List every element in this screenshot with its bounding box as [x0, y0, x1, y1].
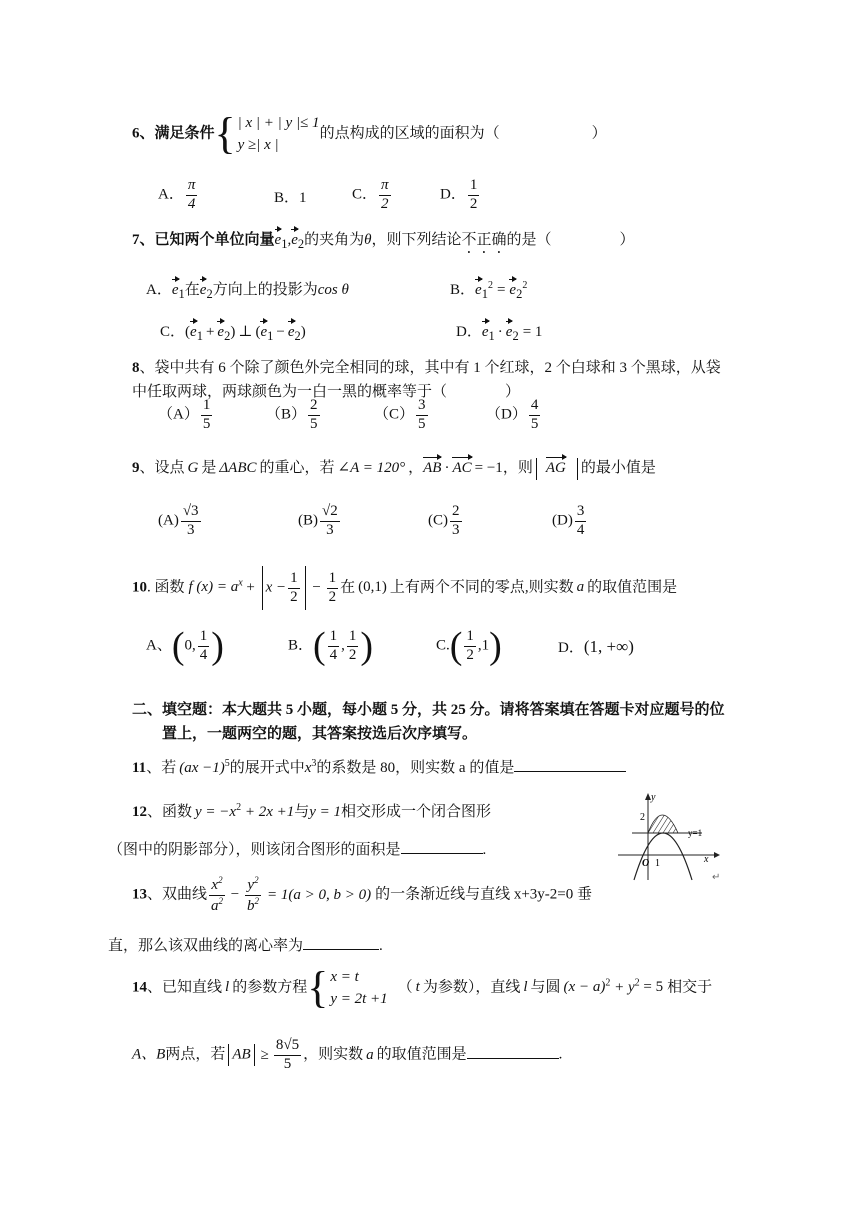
q6-option-c — [352, 178, 393, 213]
x-arrow-icon — [714, 852, 720, 858]
numerator: √2 — [320, 504, 340, 522]
denominator: 4 — [329, 646, 338, 663]
comma: , — [287, 232, 292, 248]
subscript: 1 — [267, 329, 274, 343]
question-number: 11 — [132, 760, 147, 776]
q7-option-b — [450, 278, 527, 302]
vector-e2: e — [509, 282, 517, 298]
superscript: 2 — [605, 977, 611, 989]
question-10 — [132, 566, 677, 610]
subscript: 2 — [224, 329, 231, 343]
vector-e1: e — [190, 324, 197, 340]
parameter-t: t — [415, 979, 420, 996]
question-text: 的系数是 80，则实数 a 的值是 — [316, 760, 515, 776]
question-13-line-2 — [108, 934, 383, 955]
q9-option-b — [298, 504, 342, 539]
q7-option-a — [146, 278, 349, 302]
q10-option-b: B．( $\frac{1}{4}$ , $\frac{1}{2}$ ) — [288, 625, 374, 667]
subscript: 2 — [512, 329, 519, 343]
denominator: a — [211, 897, 219, 914]
question-9 — [132, 456, 656, 480]
question-text: 、满足条件 — [139, 125, 215, 142]
vector-ac: AC — [452, 460, 472, 476]
option-text: 方向上的投影为 — [212, 282, 318, 298]
perpendicular: ⊥ — [238, 324, 253, 340]
denominator: 2 — [469, 195, 478, 212]
numerator: 3 — [575, 504, 587, 522]
hatch-pattern — [648, 814, 685, 833]
question-text: 的最小值是 — [580, 460, 656, 476]
superscript: x — [238, 577, 243, 589]
numerator: 1 — [347, 629, 359, 647]
question-8-line-1 — [132, 356, 721, 377]
question-text: 为参数），直线 — [422, 979, 521, 996]
option-label: (D) — [552, 512, 573, 529]
option-label: （B） — [266, 406, 307, 423]
vector-ab: AB — [423, 460, 442, 476]
x-minus: x − — [265, 579, 287, 596]
numerator: 1 — [468, 178, 480, 196]
question-text: ，则 — [502, 460, 533, 476]
expression: (ax −1) — [179, 760, 225, 776]
emphasis-text: 不正确 — [461, 232, 507, 248]
origin-label: O — [642, 858, 650, 869]
condition-system — [238, 112, 320, 156]
q6-option-a — [158, 178, 199, 213]
numerator: 8√5 — [274, 1038, 301, 1056]
numerator: π — [379, 178, 391, 196]
minus: − — [276, 324, 285, 340]
subscript: 1 — [481, 287, 488, 301]
question-number: 8 — [132, 360, 140, 376]
superscript: 2 — [254, 895, 259, 906]
minus: − — [308, 579, 325, 596]
numerator: π — [186, 178, 198, 196]
answer-paren: ） — [591, 125, 607, 142]
question-text: 是 — [201, 460, 217, 476]
question-number: 6 — [132, 125, 140, 142]
superscript: 2 — [218, 895, 224, 906]
answer-blank[interactable] — [514, 771, 626, 772]
superscript: 2 — [254, 875, 259, 885]
line-label: y=1 — [688, 828, 703, 838]
superscript: 5 — [224, 758, 230, 769]
option-label: （A） — [158, 406, 199, 423]
numerator: 2 — [450, 504, 462, 522]
q8-option-b — [266, 398, 322, 433]
question-13 — [132, 876, 592, 915]
q8-option-d — [486, 398, 542, 433]
vector-ag: AG — [545, 460, 566, 476]
expression: + 2x +1 — [241, 804, 295, 820]
option-label: （D） — [486, 406, 527, 423]
parametric-system — [330, 966, 387, 1010]
numerator: y — [247, 877, 255, 893]
y-axis-label: y — [651, 792, 656, 803]
answer-paren: ） — [619, 232, 635, 248]
superscript: 2 — [218, 875, 223, 885]
question-text: 的参数方程 — [232, 979, 308, 996]
brace-icon: { — [214, 109, 236, 158]
period: . — [558, 1046, 563, 1063]
equals-one: = 1 — [522, 324, 543, 340]
circle-equation: = 5 — [639, 979, 664, 996]
condition-2: y ≥| x | — [237, 137, 279, 153]
vector-e1: e — [475, 282, 482, 298]
answer-blank[interactable] — [401, 853, 483, 854]
vector-e2: e — [199, 282, 207, 298]
subscript: 1 — [178, 287, 185, 301]
period: . — [379, 938, 383, 954]
numerator: 1 — [288, 571, 300, 589]
question-text: 直，那么该双曲线的离心率为 — [108, 938, 304, 954]
numerator: 1 — [328, 629, 340, 647]
line-l: l — [225, 979, 230, 996]
question-text: 的展开式中 — [229, 760, 305, 776]
equation-2: y = 2t +1 — [330, 991, 388, 1007]
question-text: 两点，若 — [165, 1046, 226, 1063]
option-value: 1 — [299, 190, 307, 206]
equation-1: x = t — [330, 969, 359, 985]
question-number: 12 — [132, 804, 147, 820]
variable-a: a — [576, 579, 585, 596]
numerator: x — [211, 877, 219, 893]
question-text: 、已知直线 — [147, 979, 223, 996]
vector-e1: e — [481, 324, 489, 340]
interval: (0,1) — [358, 579, 387, 596]
variable-a: a — [366, 1046, 374, 1063]
denominator: 2 — [290, 588, 298, 605]
option-label: （C） — [374, 406, 415, 423]
q10-option-a: A、(0, $\frac{1}{4}$ ) — [146, 625, 224, 667]
subscript: 2 — [297, 237, 305, 251]
denominator: 5 — [418, 415, 426, 432]
interval-left: 0, — [184, 637, 196, 654]
q8-option-a — [158, 398, 214, 433]
denominator: 3 — [186, 521, 195, 538]
answer-blank[interactable] — [303, 949, 379, 950]
question-text: 相交于 — [667, 979, 713, 996]
denominator: 4 — [199, 646, 208, 663]
question-text: 、函数 — [147, 804, 193, 820]
option-label: (C) — [428, 512, 448, 529]
question-number: 9 — [132, 460, 140, 476]
q6-option-b — [274, 186, 307, 207]
question-text: 、设点 — [139, 460, 185, 476]
parabola-curve — [634, 833, 692, 880]
question-text: 、若 — [146, 760, 177, 776]
question-text: 的取值范围是 — [376, 1046, 467, 1063]
points-ab: A、B — [132, 1046, 166, 1063]
option-label: C． — [352, 186, 378, 203]
period: . — [482, 842, 487, 858]
option-label: B． — [450, 282, 476, 298]
option-text: 在 — [184, 282, 200, 298]
tick-label-2: 2 — [640, 812, 645, 823]
vector-e1: e — [260, 324, 268, 340]
denominator: 2 — [348, 646, 357, 663]
section-2-heading: 二、填空题：本大题共 5 小题，每小题 5 分，共 25 分。请将答案填在答题卡对应题号的位 — [132, 702, 725, 718]
equation: = 1(a > 0, b > 0) — [266, 886, 372, 903]
question-text: 与圆 — [530, 979, 561, 996]
return-mark-icon: ↵ — [712, 872, 721, 882]
question-text: 的一条渐近线与直线 x+3y-2=0 垂 — [375, 886, 593, 903]
question-text: 的取值范围是 — [587, 579, 678, 596]
superscript: 2 — [487, 280, 493, 291]
q10-option-c: C.( $\frac{1}{2}$ ,1) — [436, 625, 502, 667]
denominator: 5 — [283, 1055, 292, 1072]
theta: θ — [364, 232, 372, 248]
question-text: 、双曲线 — [147, 886, 208, 903]
parabola-graph — [618, 792, 728, 882]
subscript: 2 — [294, 329, 301, 343]
circle-equation: + y — [610, 979, 635, 996]
interval-right: ,1 — [477, 637, 490, 654]
option-label: B． — [288, 637, 314, 654]
question-7 — [132, 228, 635, 257]
denominator: 5 — [530, 415, 539, 432]
question-text: 的重心，若 — [259, 460, 335, 476]
numerator: 1 — [464, 629, 476, 647]
brace-icon: { — [307, 963, 329, 1012]
option-label: B． — [274, 190, 300, 206]
question-text: （图中的阴影部分），则该闭合图形的面积是 — [108, 842, 401, 858]
question-text: ，则实数 — [303, 1046, 364, 1063]
question-text: . 函数 — [147, 579, 185, 596]
numerator: 4 — [529, 398, 541, 416]
expression: y = 1 — [309, 804, 342, 820]
question-text: 的夹角为 — [304, 232, 365, 248]
dot: · — [497, 324, 503, 340]
denominator: 2 — [466, 646, 474, 663]
segment-ab: AB — [232, 1046, 251, 1063]
vector-e1: e — [274, 232, 282, 248]
subscript: 1 — [488, 329, 495, 343]
numerator: 1 — [201, 398, 213, 416]
numerator: √3 — [181, 504, 201, 522]
denominator: 4 — [187, 195, 196, 212]
equals-minus-one: = −1 — [474, 460, 503, 476]
variable-x: x — [304, 760, 312, 776]
numerator: 3 — [416, 398, 428, 416]
tick-label-1: 1 — [655, 858, 660, 869]
question-number: 7 — [132, 232, 140, 248]
condition-1: | x | + | y |≤ 1 — [237, 115, 320, 131]
triangle-abc: ΔABC — [219, 460, 257, 476]
numerator: 1 — [327, 571, 339, 589]
option-label: A． — [158, 186, 184, 203]
denominator: 5 — [202, 415, 211, 432]
denominator: b — [246, 897, 255, 914]
subscript: 2 — [206, 287, 213, 301]
option-label: (B) — [298, 512, 318, 529]
greater-equal: ≥ — [260, 1046, 269, 1063]
function-f: f (x) = a — [188, 579, 239, 596]
question-number: 10 — [132, 579, 147, 596]
q10-option-d — [558, 636, 634, 657]
question-14 — [132, 963, 713, 1012]
question-number: 14 — [132, 979, 147, 996]
q9-option-d — [552, 504, 588, 539]
circle-equation: (x − a) — [563, 979, 606, 996]
question-12-line-2 — [108, 838, 486, 859]
denominator: 4 — [576, 521, 585, 538]
question-text: 上有两个不同的零点,则实数 — [389, 579, 574, 596]
vector-e2: e — [217, 324, 225, 340]
question-6 — [132, 109, 607, 158]
q7-option-c: C．$(e_1 + e_2)$ ⊥ $(e_1 - e_2)$ — [160, 324, 306, 343]
question-text: 与 — [294, 804, 310, 820]
question-text: ， — [408, 460, 424, 476]
question-14-line-2 — [132, 1038, 562, 1073]
dot: · — [444, 460, 450, 476]
option-label: D． — [558, 640, 584, 656]
q8-option-c — [374, 398, 430, 433]
cos-theta: cos θ — [317, 282, 349, 298]
subscript: 1 — [196, 329, 203, 343]
vector-e1: e — [171, 282, 179, 298]
option-label: A、 — [146, 637, 172, 654]
question-12 — [132, 800, 491, 821]
denominator: 2 — [381, 195, 389, 212]
q9-option-a — [158, 504, 203, 539]
answer-paren: ） — [505, 384, 521, 400]
q9-option-c — [428, 504, 464, 539]
plus: + — [242, 579, 259, 596]
denominator: 3 — [326, 521, 334, 538]
option-label: D． — [456, 324, 482, 340]
q6-option-d — [440, 178, 481, 213]
option-label: C． — [160, 324, 186, 340]
angle-a: ∠A = 120° — [337, 460, 406, 476]
question-text: 的点构成的区域的面积为（ — [319, 125, 500, 142]
answer-blank[interactable] — [467, 1058, 559, 1059]
question-text: 相交形成一个闭合图形 — [341, 804, 492, 820]
vector-e2: e — [505, 324, 513, 340]
superscript: 2 — [236, 802, 242, 813]
question-11 — [132, 756, 626, 777]
option-label: C. — [436, 637, 450, 654]
interval: (1, +∞) — [583, 637, 634, 656]
line-l: l — [523, 979, 528, 996]
plus: + — [205, 324, 215, 340]
superscript: 2 — [522, 280, 528, 291]
numerator: 2 — [308, 398, 320, 416]
denominator: 5 — [310, 415, 318, 432]
point-g: G — [187, 460, 199, 476]
option-label: (A) — [158, 512, 179, 529]
question-text: 在 — [340, 579, 356, 596]
superscript: 2 — [634, 977, 640, 989]
equals: = — [496, 282, 506, 298]
question-text: 、已知两个单位向量 — [139, 232, 275, 248]
question-text: 中任取两球，两球颜色为一白一黑的概率等于（ — [132, 384, 448, 400]
denominator: 3 — [452, 521, 460, 538]
question-text: 、袋中共有 6 个除了颜色外完全相同的球，其中有 1 个红球，2 个白球和 3 个黑球，从袋 — [139, 360, 721, 376]
subscript: 2 — [516, 287, 523, 301]
option-label: D． — [440, 186, 466, 203]
question-number: 13 — [132, 886, 147, 903]
x-axis-label: x — [704, 854, 709, 865]
question-text: （ — [397, 979, 413, 996]
question-text: 的是（ — [506, 232, 552, 248]
option-label: A． — [146, 282, 172, 298]
question-text: ，则下列结论 — [371, 232, 462, 248]
denominator: 2 — [328, 588, 337, 605]
superscript: 3 — [311, 758, 317, 769]
minus: − — [227, 886, 243, 903]
q7-option-d — [456, 320, 542, 344]
section-2-heading-cont: 置上，一题两空的题，其答案按选后次序填写。 — [162, 726, 478, 742]
subscript: 1 — [281, 237, 288, 251]
vector-e2: e — [287, 324, 295, 340]
expression: y = −x — [195, 804, 237, 820]
vector-e2: e — [291, 232, 298, 248]
numerator: 1 — [198, 629, 210, 647]
